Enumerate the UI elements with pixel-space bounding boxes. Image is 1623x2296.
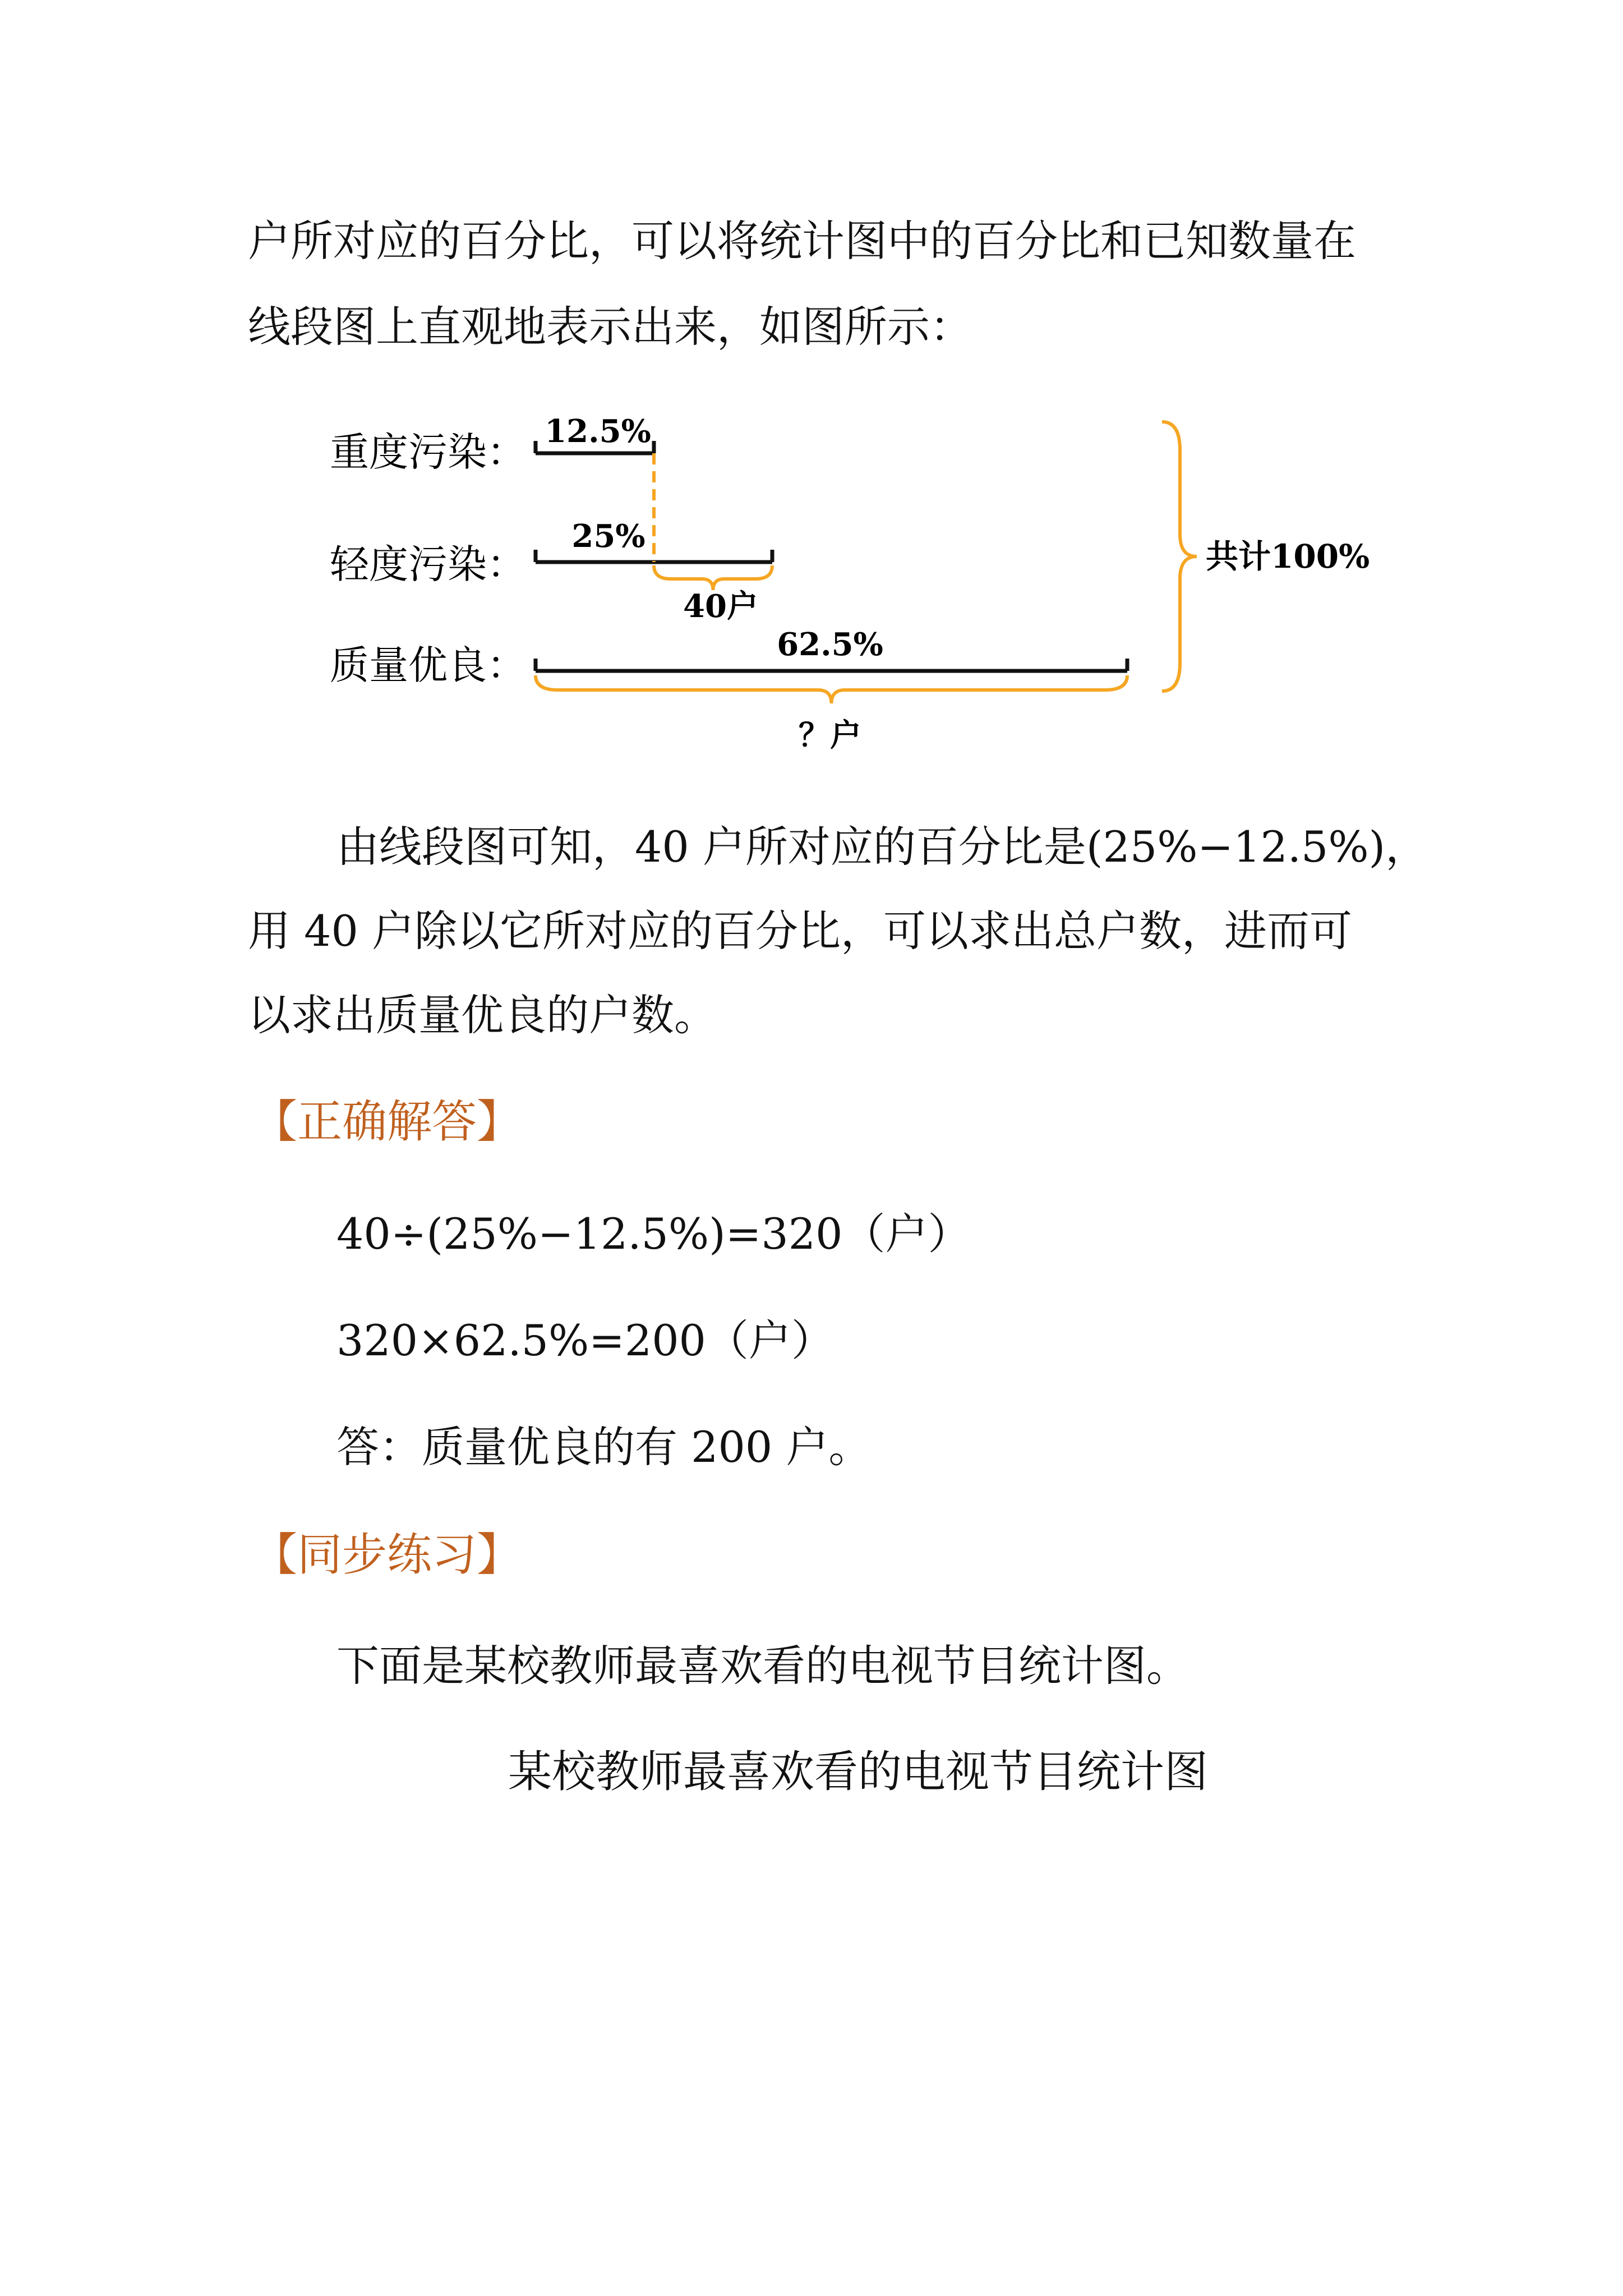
solution-step-1: 40÷(25%−12.5%)=320（户） — [336, 1209, 971, 1259]
difference-brace — [654, 565, 772, 590]
explain-text-line-3: 以求出质量优良的户数。 — [248, 990, 717, 1040]
percent-label-heavy: 12.5% — [545, 413, 651, 450]
row-label-heavy: 重度污染： — [330, 429, 526, 475]
intro-text-line-2: 线段图上直观地表示出来，如图所示： — [248, 302, 972, 352]
percent-label-light: 25% — [571, 518, 645, 555]
practice-heading: 【同步练习】 — [252, 1529, 522, 1581]
good-quality-brace — [536, 675, 1127, 703]
difference-label: 40户 — [683, 588, 758, 625]
total-label: 共计100% — [1206, 537, 1370, 576]
solution-step-2: 320×62.5%=200（户） — [336, 1315, 834, 1365]
percent-label-good: 62.5% — [777, 626, 883, 663]
unknown-households-label: ？户 — [799, 717, 861, 754]
explain-text-line-2: 用 40 户除以它所对应的百分比，可以求出总户数，进而可 — [248, 906, 1353, 956]
segment-diagram — [0, 0, 1623, 785]
row-label-light: 轻度污染： — [330, 541, 526, 587]
explain-text-line-1: 由线段图可知，40 户所对应的百分比是(25%−12.5%)， — [336, 822, 1428, 872]
solution-answer: 答：质量优良的有 200 户。 — [336, 1422, 872, 1472]
total-brace — [1162, 422, 1197, 691]
intro-text-line-1: 户所对应的百分比，可以将统计图中的百分比和已知数量在 — [248, 216, 1356, 266]
row-label-good: 质量优良： — [330, 642, 526, 688]
practice-intro: 下面是某校教师最喜欢看的电视节目统计图。 — [336, 1641, 1189, 1691]
solution-heading: 【正确解答】 — [252, 1096, 522, 1148]
practice-chart-title: 某校教师最喜欢看的电视节目统计图 — [508, 1747, 1208, 1797]
